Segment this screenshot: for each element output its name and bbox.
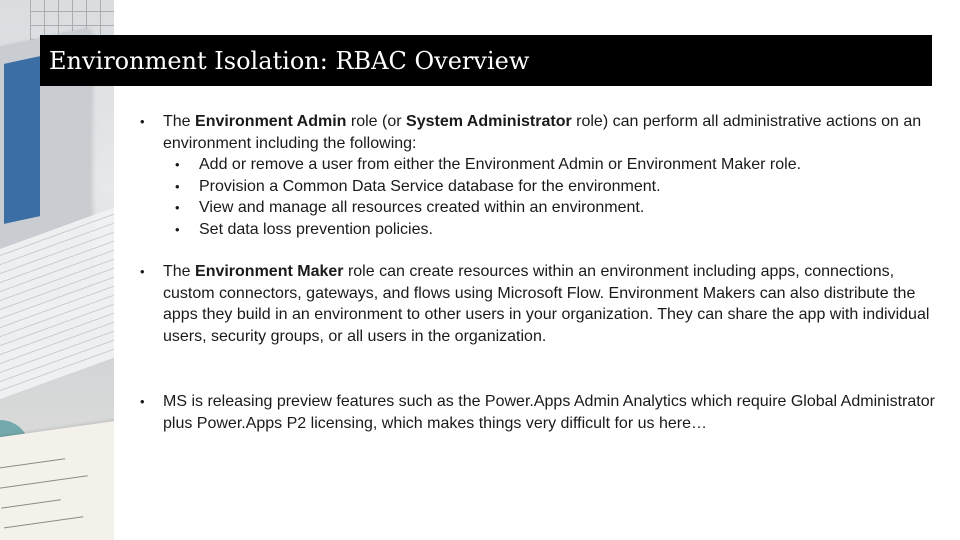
bullet-dot: • bbox=[175, 178, 180, 194]
bullet-text: role (or bbox=[346, 113, 407, 130]
bullet-dot: • bbox=[140, 394, 145, 409]
sub-bullet bbox=[140, 176, 945, 198]
sub-bullet-list bbox=[140, 154, 945, 240]
slide-content bbox=[140, 111, 945, 434]
sub-bullet-text: Provision a Common Data Service database for the environment. bbox=[199, 177, 661, 195]
bullet-dot: • bbox=[140, 264, 145, 279]
bullet-dot: • bbox=[140, 114, 145, 129]
laptop-screen-graphic bbox=[4, 56, 40, 224]
bullet-environment-maker bbox=[140, 261, 945, 347]
slide-title: Environment Isolation: RBAC Overview bbox=[49, 47, 530, 75]
bullet-environment-admin bbox=[140, 111, 945, 154]
sub-bullet bbox=[140, 197, 945, 219]
sub-bullet-text: Add or remove a user from either the Environment Admin or Environment Maker role. bbox=[199, 156, 802, 173]
bullet-text: role) can perform all administrative actions on an environment including the following: bbox=[163, 113, 922, 152]
sub-bullet-text: Set data loss prevention policies. bbox=[199, 220, 433, 238]
sub-bullet bbox=[140, 219, 945, 241]
bullet-dot: • bbox=[175, 221, 180, 237]
bullet-text: The bbox=[163, 263, 196, 280]
bold-term: Environment Admin bbox=[195, 113, 347, 130]
bold-term: Environment Maker bbox=[195, 263, 344, 280]
bold-term: System Administrator bbox=[406, 113, 572, 130]
notebook-graphic bbox=[0, 420, 114, 540]
bullet-dot: • bbox=[175, 200, 180, 215]
title-bar bbox=[40, 35, 932, 86]
bullet-text: role can create resources within an environment including apps, connections, custom connectors, gateways, and flows using Microsoft Flow. Environment Makers can also distribute the apps they build in an environment to other users in your organization. They can share the app with individual users, security groups, or all users in the organization. bbox=[163, 263, 930, 345]
sub-bullet bbox=[140, 154, 945, 176]
bullet-text: The bbox=[163, 113, 196, 130]
bullet-preview-features bbox=[140, 391, 945, 434]
bullet-dot: • bbox=[175, 157, 180, 172]
sub-bullet-text: View and manage all resources created within an environment. bbox=[199, 199, 645, 216]
bullet-text: MS is releasing preview features such as the Power.Apps Admin Analytics which require Global Administrator plus Power.Apps P2 licensing, which makes things very difficult for us here… bbox=[163, 393, 935, 432]
